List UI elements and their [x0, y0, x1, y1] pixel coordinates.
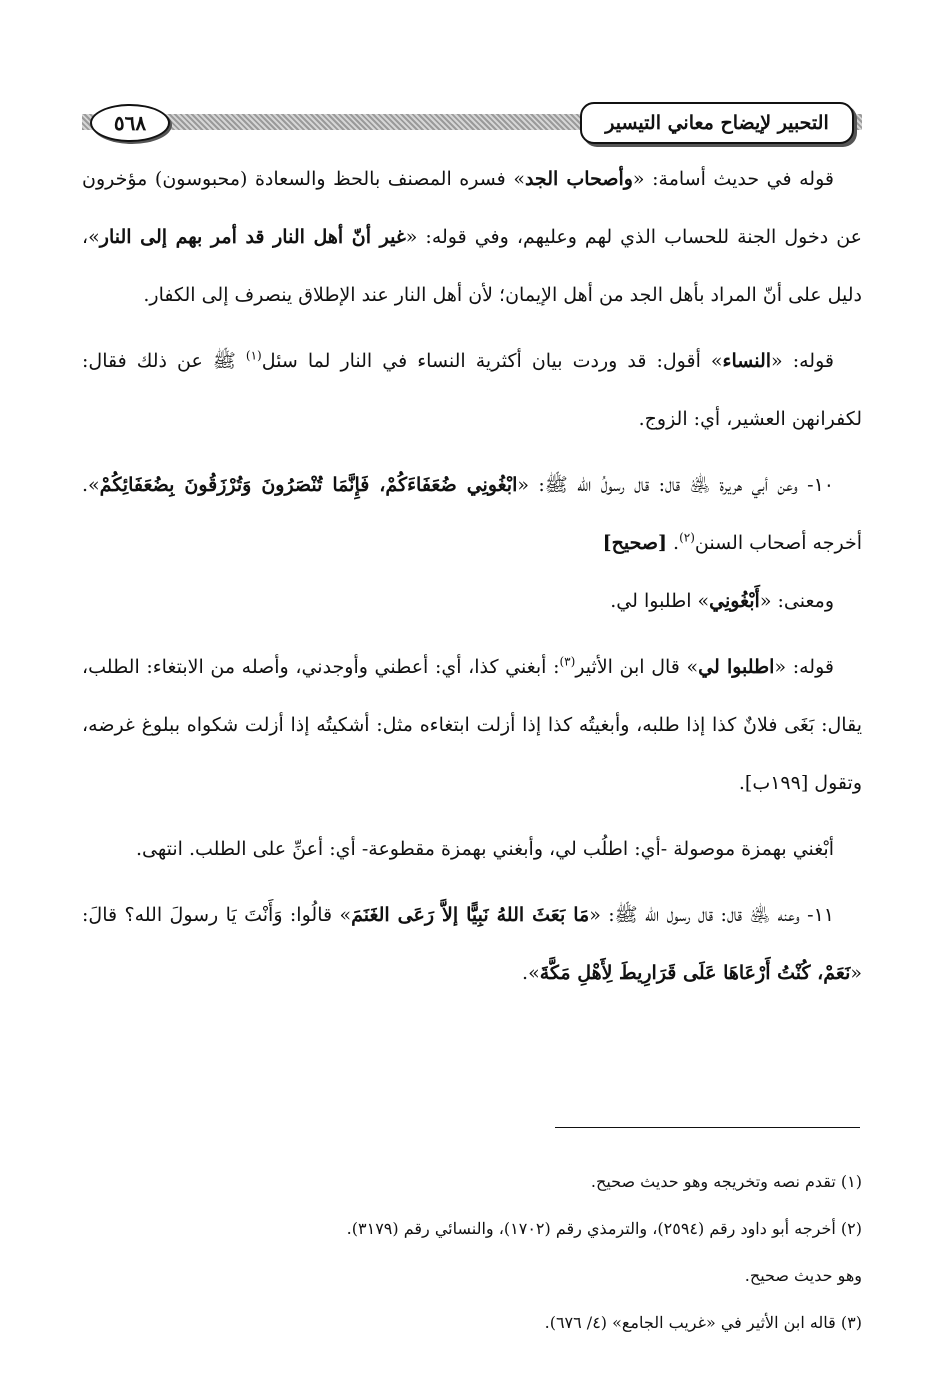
hadith-text: ابْغُونِي ضُعَفَاءَكُمْ، فَإِنَّمَا تُنْصَرُونَ وَتُرْزَقُونَ بِضُعَفَائِكُمْ	[99, 474, 518, 496]
paragraph-hadith-11	[82, 886, 862, 1002]
text-run: » قالُوا: وَأَنْتَ يَا رسولَ الله؟ قالَ: «	[82, 904, 862, 984]
text-run: » فسره المصنف بالحظ والسعادة (محبوسون) مؤخرون عن دخول الجنة للحساب الذي لهم وعليهم، وفي قوله: «	[82, 168, 862, 248]
text-run: ١١- وعنه ﵁ قال: قال رسول الله ﷺ: «	[589, 904, 834, 926]
text-run: ومعنى: «	[759, 590, 834, 612]
hadith-text: نَعَمْ، كُنْتُ أَرْعَاهَا عَلَى قَرَارِيطَ لِأَهْلِ مَكَّةَ	[539, 962, 851, 984]
book-title: التحبير لإيضاح معاني التيسير	[580, 102, 854, 144]
text-run: قوله في حديث أسامة: «	[632, 168, 834, 190]
text-run: ﷺ عن ذلك فقال: لكفرانهن العشير، أي: الزوج.	[82, 350, 862, 430]
text-run: : أبغني كذا، أي: أعطني وأوجدني، وأصله من الابتغاء: الطلب، يقال: بَغَى فلانٌ كذا إذا طلبه، وأبغيتُه كذا إذا أزلت ابتغاءه مثل: أشكيتُه إذا أزلت شكواه ببلوغ غرضه، وتقول [١٩٩ب].	[82, 656, 862, 794]
bold-quote: النساء	[722, 350, 772, 372]
footnotes	[82, 1158, 862, 1346]
text-run: »، دليل على أنّ المراد بأهل الجد من أهل الإيمان؛ لأن أهل النار عند الإطلاق ينصرف إلى الكفار.	[82, 226, 862, 306]
bold-quote: غير أنّ أهل النار قد أمر بهم إلى النار	[99, 226, 406, 248]
bold-quote: وأصحاب الجد	[524, 168, 633, 190]
text-run: ١٠- وعن أبي هريرة ﵁ قال: قال رسولُ الله ﷺ: «	[517, 474, 834, 496]
page-number: ٥٦٨	[90, 104, 170, 142]
page-header	[82, 100, 862, 144]
bold-quote: أَبْغُونِي	[709, 590, 760, 612]
footnote-ref-2[interactable]: (٢)	[679, 530, 695, 545]
text-run: .	[666, 532, 680, 554]
hadith-text: مَا بَعَثَ اللهُ نَبِيًّا إلاَّ رَعَى الغَنَمَ	[351, 904, 590, 926]
page-body	[82, 150, 862, 1002]
paragraph-2	[82, 332, 862, 448]
text-run: » اطلبوا لي.	[610, 590, 710, 612]
footnote-2: (٢) أخرجه أبو داود رقم (٢٥٩٤)، والترمذي رقم (١٧٠٢)، والنسائي رقم (٣١٧٩).	[346, 1219, 862, 1238]
text-run: قوله: «	[771, 350, 834, 372]
footnote-divider	[555, 1127, 860, 1128]
hadith-grade: [صحيح]	[602, 532, 667, 554]
footnote-ref-1[interactable]: (١)	[245, 348, 262, 363]
footnote-ref-3[interactable]: (٣)	[559, 654, 576, 669]
text-run: قوله: «	[774, 656, 834, 678]
text-run: » أقول: قد وردت بيان أكثرية النساء في النار لما سئل	[261, 350, 723, 372]
paragraph-6: أبْغني بهمزة موصولة -أي: اطلُب لي، وأبغني بهمزة مقطوعة- أي: أعنِّ على الطلب. انتهى.	[135, 838, 834, 860]
text-run: » قال ابن الأثير	[575, 656, 699, 678]
footnote-3: (٣) قاله ابن الأثير في «غريب الجامع» (٤/ ٦٧٦).	[544, 1313, 862, 1332]
footnote-2-continued: وهو حديث صحيح.	[744, 1266, 862, 1285]
text-run: ». أخرجه أصحاب السنن	[82, 474, 862, 554]
paragraph-4	[82, 572, 862, 630]
footnote-1: (١) تقدم نصه وتخريجه وهو حديث صحيح.	[590, 1172, 862, 1191]
paragraph-1	[82, 150, 862, 324]
bold-quote: اطلبوا لي	[698, 656, 775, 678]
paragraph-hadith-10	[82, 456, 862, 572]
text-run: ».	[522, 962, 540, 984]
paragraph-5	[82, 638, 862, 812]
